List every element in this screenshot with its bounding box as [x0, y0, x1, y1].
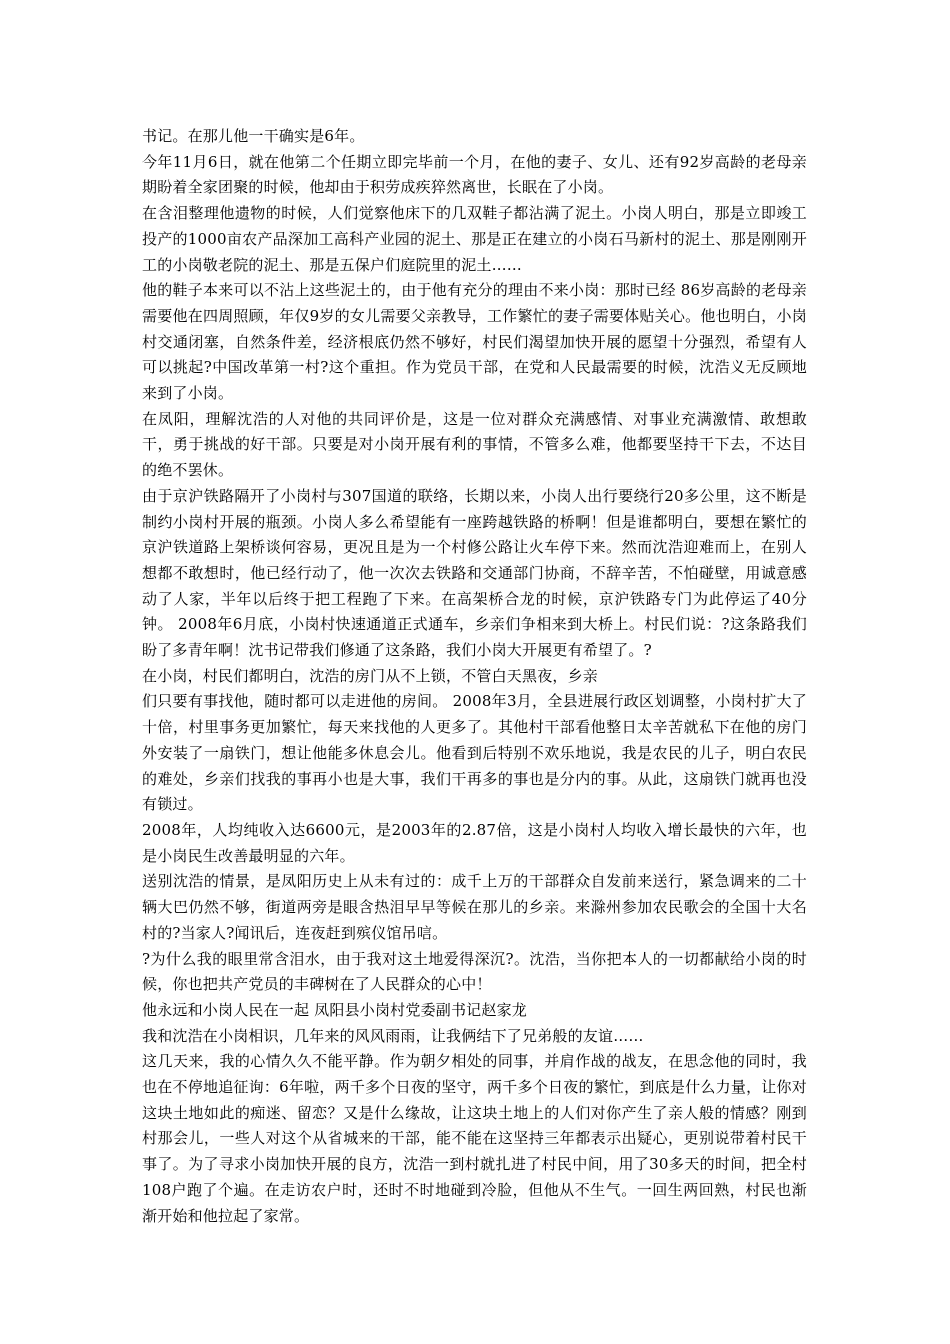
paragraph: 送别沈浩的情景，是凤阳历史上从未有过的：成千上万的干部群众自发前来送行，紧急调来的二十辆大巴仍然不够，街道两旁是眼含热泪早早等候在那儿的乡亲。来滁州参加农民歌会的全国十大名村的?当家人?闻讯后，连夜赶到殡仪馆吊唁。: [142, 872, 807, 942]
paragraph: ?为什么我的眼里常含泪水，由于我对这土地爱得深沉?。沈浩，当你把本人的一切都献给小岗的时候，你也把共产党员的丰碑树在了人民群众的心中！: [142, 949, 807, 994]
paragraph-heading: 他永远和小岗人民在一起 凤阳县小岗村党委副书记赵家龙: [142, 1000, 527, 1019]
paragraph: 在凤阳，理解沈浩的人对他的共同评价是，这是一位对群众充满感情、对事业充满激情、敢想敢干，勇于挑战的好干部。只要是对小岗开展有利的事情，不管多么难，他都要坚持干下去，不达目的绝不罢休。: [142, 409, 807, 480]
paragraph: 在含泪整理他遗物的时候，人们觉察他床下的几双鞋子都沾满了泥土。小岗人明白，那是立即竣工投产的1000亩农产品深加工高科产业园的泥土、那是正在建立的小岗石马新村的泥土、那是刚刚开工的小岗敬老院的泥土、那是五保户们庭院里的泥土……: [142, 204, 807, 274]
paragraph: 今年11月6日，就在他第二个任期立即完毕前一个月，在他的妻子、女儿、还有92岁高龄的老母亲期盼着全家团聚的时候，他却由于积劳成疾猝然离世，长眠在了小岗。: [142, 152, 807, 197]
paragraph: 书记。在那儿他一干确实是6年。: [142, 127, 365, 145]
paragraph: 这几天来，我的心情久久不能平静。作为朝夕相处的同事，并肩作战的战友，在思念他的同时，我也在不停地追征询：6年啦，两千多个日夜的坚守，两千多个日夜的繁忙，到底是什么力量，让你对这块土地如此的痴迷、留恋？又是什么缘故，让这块土地上的人们对你产生了亲人般的情感？刚到村那会儿，一些人对这个从省城来的干部，能不能在这坚持三年都表示出疑心，更别说带着村民干事了。为了寻求小岗加快开展的良方，沈浩一到村就扎进了村民中间，用了30多天的时间，把全村108户跑了个遍。在走访农户时，还时不时地碰到冷脸，但他从不生气。一回生两回熟，村民也渐渐开始和他拉起了家常。: [142, 1052, 807, 1225]
paragraph: 在小岗，村民们都明白，沈浩的房门从不上锁，不管白天黑夜，乡亲: [142, 666, 599, 685]
paragraph: 2008年，人均纯收入达6600元，是2003年的2.87倍，这是小岗村人均收入增长最快的六年，也是小岗民生改善最明显的六年。: [142, 820, 807, 865]
paragraph: 由于京沪铁路隔开了小岗村与307国道的联络，长期以来，小岗人出行要绕行20多公里，这不断是制约小岗村开展的瓶颈。小岗人多么希望能有一座跨越铁路的桥啊！但是谁都明白，要想在繁忙的京沪铁道路上架桥谈何容易，更况且是为一个村修公路让火车停下来。然而沈浩迎难而上，在别人想都不敢想时，他已经行动了，他一次次去铁路和交通部门协商，不辞辛苦，不怕碰壁，用诚意感动了人家，半年以后终于把工程跑了下来。在高架桥合龙的时候，京沪铁路专门为此停运了40分钟。 2008年6月底，小岗村快速通道正式通车，乡亲们争相来到大桥上。村民们说：?这条路我们盼了多青年啊！沈书记带我们修通了这条路，我们小岗大开展更有希望了。?: [142, 486, 807, 660]
paragraph: 我和沈浩在小岗相识，几年来的风风雨雨，让我俩结下了兄弟般的友谊……: [142, 1026, 644, 1045]
article-body: [142, 124, 807, 1229]
paragraph: 们只要有事找他，随时都可以走进他的房间。 2008年3月，全县进展行政区划调整，小岗村扩大了十倍，村里事务更加繁忙，每天来找他的人更多了。其他村干部看他整日太辛苦就私下在他的房门外安装了一扇铁门，想让他能多休息会儿。他看到后特别不欢乐地说，我是农民的儿子，明白农民的难处，乡亲们找我的事再小也是大事，我们干再多的事也是分内的事。从此，这扇铁门就再也没有锁过。: [142, 692, 807, 814]
paragraph: 他的鞋子本来可以不沾上这些泥土的，由于他有充分的理由不来小岗：那时已经 86岁高龄的老母亲需要他在四周照顾，年仅9岁的女儿需要父亲教导，工作繁忙的妻子需要体贴关心。他也明白，小岗村交通闭塞，自然条件差，经济根底仍然不够好，村民们渴望加快开展的愿望十分强烈，希望有人可以挑起?中国改革第一村?这个重担。作为党员干部，在党和人民最需要的时候，沈浩义无反顾地来到了小岗。: [142, 281, 807, 403]
